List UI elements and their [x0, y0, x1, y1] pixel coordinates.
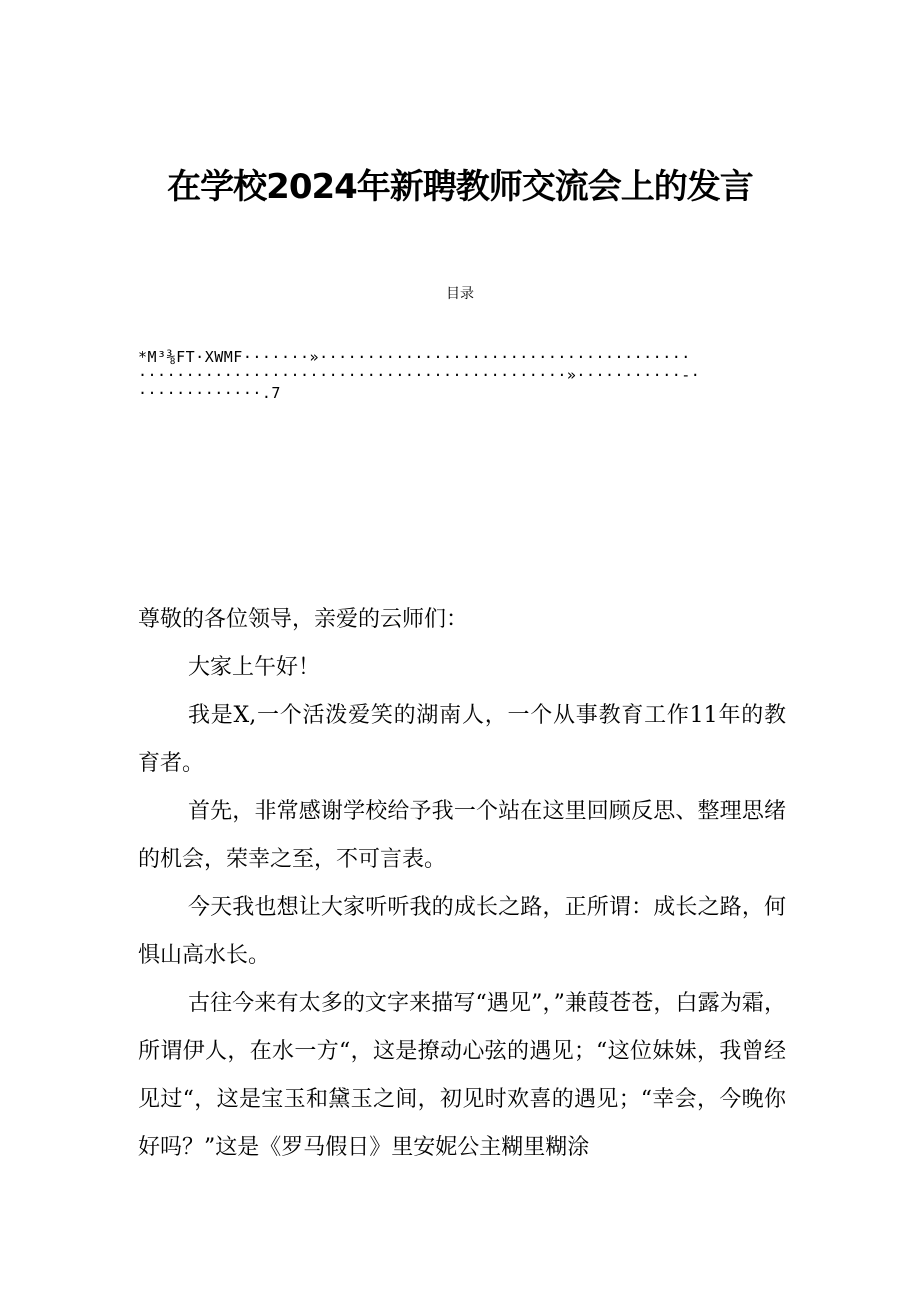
toc-entry-line[interactable]: *M³⅜FT·XWMF·······»······································· — [138, 348, 691, 366]
speech-body — [138, 596, 786, 1172]
encounter-paragraph: 古往今来有太多的文字来描写“遇见”，”兼葭苍苍，白露为霜，所谓伊人，在水一方“，这是撩动心弦的遇见；“这位妹妹，我曾经见过“，这是宝玉和黛玉之间，初见时欢喜的遇见；“幸会，今晚你好吗？”这是《罗马假日》里安妮公主糊里糊涂 — [138, 991, 786, 1160]
thanks-paragraph: 首先，非常感谢学校给予我一个站在这里回顾反思、整理思绪的机会，荣幸之至，不可言表。 — [138, 799, 786, 872]
introduction-paragraph: 我是X,一个活泼爱笑的湖南人，一个从事教育工作11年的教育者。 — [138, 703, 786, 776]
toc-heading: 目录 — [446, 286, 474, 302]
salutation-paragraph: 尊敬的各位领导，亲爱的云师们： — [138, 607, 469, 632]
table-of-contents — [138, 348, 786, 402]
toc-entry-line[interactable]: ·············.7 — [138, 384, 281, 402]
toc-entry-line[interactable]: ·············································»···········-· — [138, 366, 701, 384]
topic-paragraph: 今天我也想让大家听听我的成长之路，正所谓：成长之路，何惧山高水长。 — [138, 895, 786, 968]
document-title: 在学校2024年新聘教师交流会上的发言 — [167, 166, 753, 207]
greeting-paragraph: 大家上午好！ — [188, 655, 321, 680]
